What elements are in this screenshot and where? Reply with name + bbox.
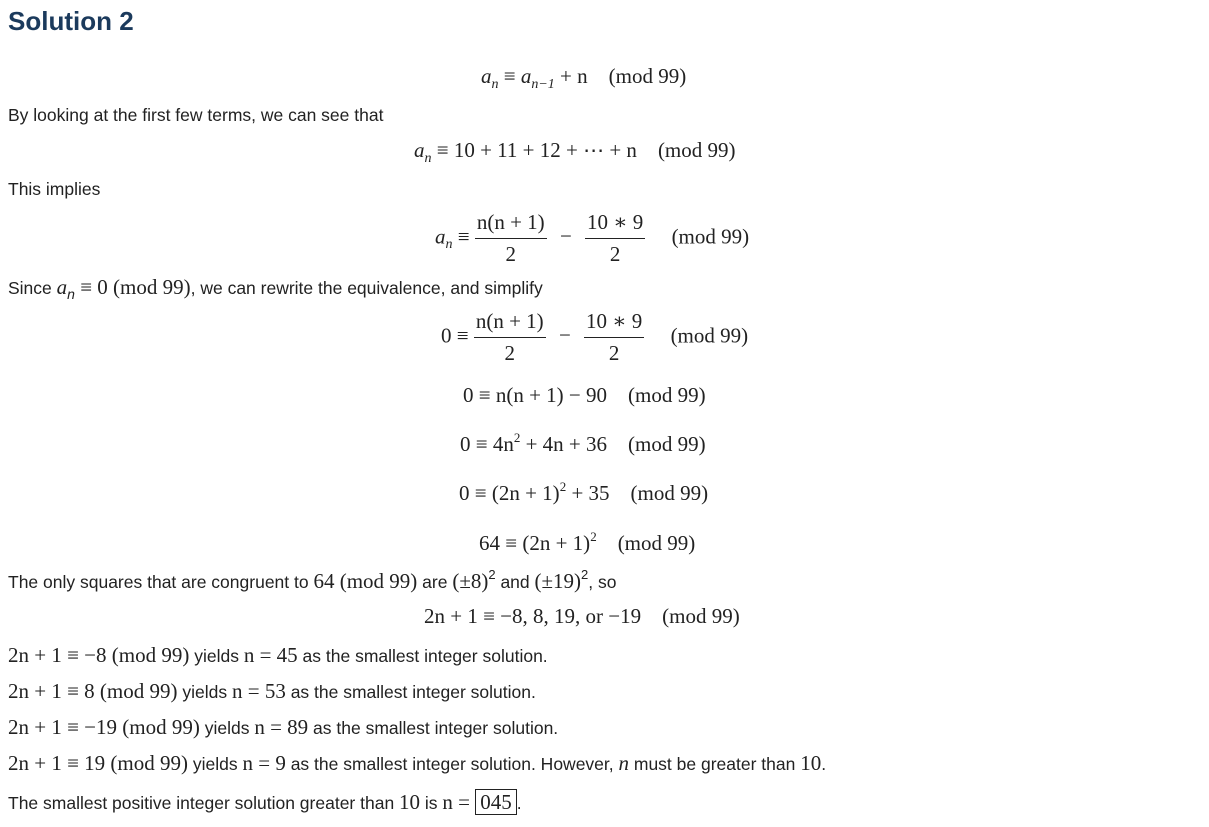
equation-sum: $a_n \equiv 10 + 11 + 12$ + ⋯ + n (mod 99) [414,138,736,166]
solution-heading: Solution 2 [8,6,134,36]
equation-step-4: $64 \equiv (2n + 1)^2$ (mod 99) [479,529,696,555]
text-first-terms: By looking at the first few terms, we can see that [8,105,384,125]
answer-box: 045 [475,789,517,815]
case-line-3: 2n + 1 ≡ −19 (mod 99) yields n = 89 as the smallest integer solution. [8,715,559,739]
case-line-4: 2n + 1 ≡ 19 (mod 99) yields n = 9 as the smallest integer solution. However, n must be greater than 10. [8,751,827,775]
equation-cases: 2n + 1 ≡ −8, 8, 19, or −19 (mod 99) [424,604,740,628]
equation-fraction-an: $a_n$ ≡ $\frac{n(n + 1)}{2}$ − $\frac{10 ∗ 9}{2}$ (mod 99) [435,210,750,266]
text-implies: This implies [8,179,101,199]
equation-step-2: $0 \equiv 4n^2 + 4n + 36$ (mod 99) [460,430,706,456]
equation-recurrence: $a_n \equiv a_{n-1} + n$ (mod 99) [481,64,687,92]
case-line-2: 2n + 1 ≡ 8 (mod 99) yields n = 53 as the smallest integer solution. [8,679,536,703]
case-line-1: 2n + 1 ≡ −8 (mod 99) yields n = 45 as the smallest integer solution. [8,643,548,667]
equation-fraction-zero: 0 ≡ $\frac{n(n + 1)}{2}$ − $\frac{10 ∗ 9}{2}$ (mod 99) [441,309,749,365]
equation-step-1: 0 ≡ n(n + 1) − 90 (mod 99) [463,383,706,407]
final-answer-line: The smallest positive integer solution greater than 10 is n = 045 . [8,790,522,814]
text-since: Since $a_n \equiv 0$ (mod 99), we can rewrite the equivalence, and simplify [8,275,543,302]
equation-step-3: $0 \equiv (2n + 1)^2 + 35$ (mod 99) [459,479,709,505]
text-squares: The only squares that are congruent to 64 (mod 99) are $(\pm 8)^2$ and $(\pm 19)^2$, so [8,567,617,593]
